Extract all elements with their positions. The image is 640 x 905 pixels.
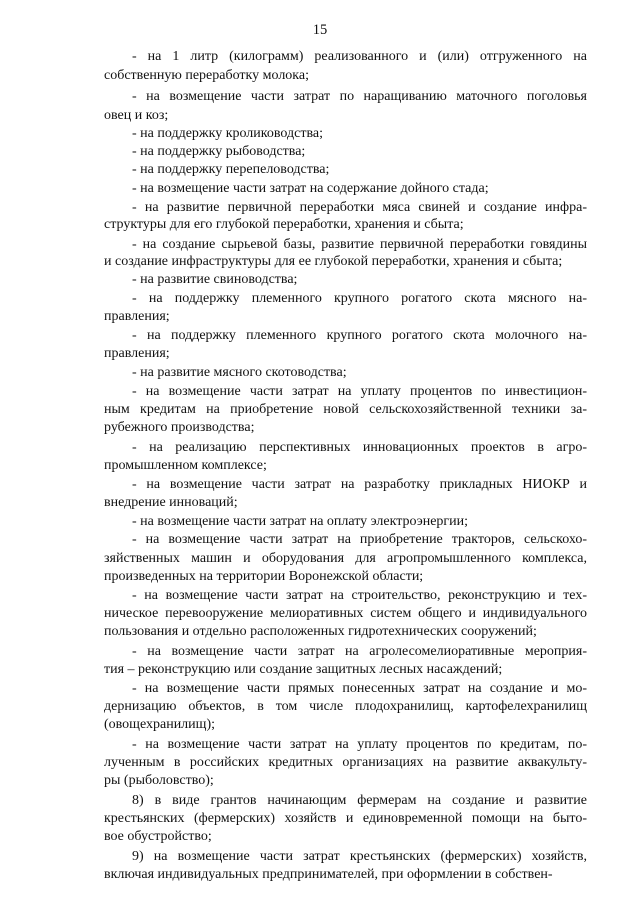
text-line: - на возмещение части затрат по наращиванию маточного поголовья: [132, 89, 587, 104]
text-line: пользования и отдельно расположенных гидротехнических сооружений;: [104, 624, 537, 639]
text-line: правления;: [104, 309, 170, 324]
text-line: - на возмещение части прямых понесенных затрат на создание и мо-: [132, 681, 587, 696]
text-line: произведенных на территории Воронежской области;: [104, 569, 424, 584]
text-line: 8) в виде грантов начинающим фермерам на создание и развитие: [132, 793, 587, 808]
text-line: - на создание сырьевой базы, развитие первичной переработки говядины: [132, 237, 587, 252]
text-line: - на развитие мясного скотоводства;: [132, 365, 347, 380]
text-line: - на возмещение части затрат на уплату процентов по инвестицион-: [132, 384, 587, 399]
text-line: - на поддержку кролиководства;: [132, 126, 323, 141]
text-line: лученным в российских кредитных организациях на развитие аквакульту-: [104, 755, 587, 770]
page-number: 15: [312, 22, 328, 38]
text-line: зяйственных машин и оборудования для агропромышленного комплекса,: [104, 551, 587, 566]
text-line: - на возмещение части затрат на оплату электроэнергии;: [132, 514, 469, 529]
text-line: включая индивидуальных предпринимателей, при оформлении в собствен-: [104, 867, 553, 882]
text-line: тия – реконструкцию или создание защитных лесных насаждений;: [104, 662, 503, 677]
text-line: - на возмещение части затрат на строительство, реконструкцию и тех-: [132, 588, 587, 603]
text-line: крестьянских (фермерских) хозяйств и единовременной помощи на быто-: [104, 811, 587, 826]
text-line: ры (рыболовство);: [104, 773, 214, 788]
text-line: внедрение инноваций;: [104, 495, 238, 510]
text-line: - на возмещение части затрат на разработку прикладных НИОКР и: [132, 477, 587, 492]
text-line: - на развитие первичной переработки мяса свиней и создание инфра-: [132, 200, 587, 215]
text-line: овец и коз;: [104, 108, 169, 123]
text-line: - на возмещение части затрат на агролесомелиоративные мероприя-: [132, 644, 587, 659]
text-line: - на поддержку племенного крупного рогатого скота молочного на-: [132, 328, 587, 343]
text-line: - на возмещение части затрат на приобретение тракторов, сельскохо-: [132, 532, 587, 547]
text-line: - на поддержку племенного крупного рогатого скота мясного на-: [132, 291, 587, 306]
text-line: - на развитие свиноводства;: [132, 272, 298, 287]
text-line: 9) на возмещение части затрат крестьянских (фермерских) хозяйств,: [132, 849, 587, 864]
text-line: - на возмещение части затрат на уплату процентов по кредитам, по-: [132, 737, 587, 752]
text-line: правления;: [104, 346, 170, 361]
text-line: - на поддержку перепеловодства;: [132, 162, 330, 177]
text-line: структуры для его глубокой переработки, хранения и сбыта;: [104, 217, 464, 232]
text-line: - на возмещение части затрат на содержание дойного стада;: [132, 181, 489, 196]
text-line: собственную переработку молока;: [104, 68, 310, 83]
text-line: дернизацию объектов, в том числе плодохранилищ, картофелехранилищ: [104, 699, 587, 714]
text-line: ным кредитам на приобретение новой сельскохозяйственной техники за-: [104, 402, 587, 417]
text-line: - на поддержку рыбоводства;: [132, 144, 306, 159]
text-line: промышленном комплексе;: [104, 458, 267, 473]
text-line: - на 1 литр (килограмм) реализованного и (или) отгруженного на: [132, 49, 587, 64]
text-line: вое обустройство;: [104, 829, 212, 844]
text-line: - на реализацию перспективных инновационных проектов в агро-: [132, 440, 587, 455]
text-line: рубежного производства;: [104, 420, 255, 435]
text-line: и создание инфраструктуры для ее глубокой переработки, хранения и сбыта;: [104, 254, 563, 269]
text-line: (овощехранилищ);: [104, 717, 215, 732]
text-line: ническое перевооружение мелиоративных систем общего и индивидуального: [104, 606, 587, 621]
